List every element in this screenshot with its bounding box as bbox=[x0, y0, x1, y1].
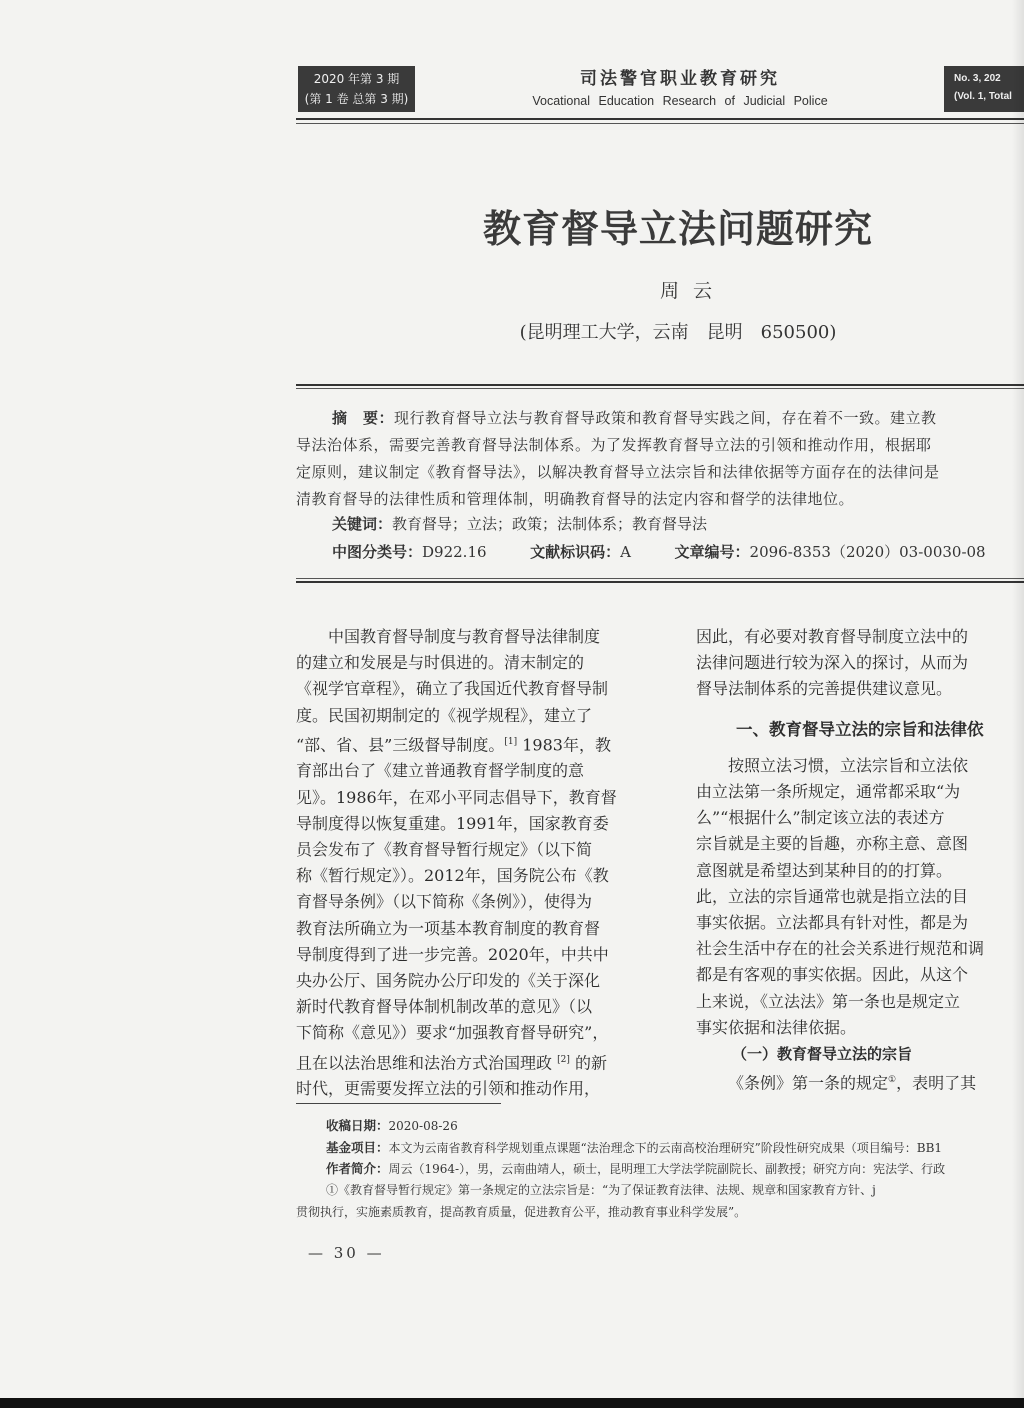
header-rule bbox=[296, 118, 1024, 120]
fund-note bbox=[326, 1138, 1024, 1158]
abstract-line: 定原则，建议制定《教育督导法》，以解决教育督导立法宗旨和法律依据等方面存在的法律问是 bbox=[296, 463, 940, 481]
journal-title-en: Vocational Education Research of Judicial Police bbox=[532, 94, 828, 108]
body-line: 教育法所确立为一项基本教育制度的教育督 bbox=[296, 918, 601, 938]
body-line: 的建立和发展是与时俱进的。清末制定的 bbox=[296, 653, 585, 673]
subsection-heading: （一）教育督导立法的宗旨 bbox=[732, 1045, 913, 1064]
fund-label: 基金项目： bbox=[326, 1140, 389, 1155]
body-line: 此，立法的宗旨通常也就是指立法的目 bbox=[696, 886, 969, 906]
received-date bbox=[326, 1116, 1024, 1136]
author-affiliation: (昆明理工大学，云南 昆明 650500) bbox=[519, 322, 837, 343]
body-line: 事实依据和法律依据。 bbox=[696, 1017, 857, 1037]
doc-code-label: 文献标识码： bbox=[530, 543, 621, 561]
body-line: 见》。1986年，在邓小平同志倡导下，教育督 bbox=[296, 787, 617, 807]
received-value: 2020-08-26 bbox=[388, 1119, 458, 1133]
footnote-marker: ① bbox=[888, 1075, 897, 1086]
bio-label: 作者简介： bbox=[326, 1161, 389, 1176]
footnote-rule bbox=[296, 1103, 501, 1104]
keywords-row bbox=[332, 513, 707, 534]
body-column-right bbox=[696, 624, 1024, 1097]
issue-line-2: (第 1 卷 总第 3 期) bbox=[304, 92, 409, 106]
article-author: 周云 bbox=[659, 280, 726, 302]
header-rule-thin bbox=[296, 123, 1024, 124]
abstract-line: 导法治体系，需要完善教育督导法制体系。为了发挥教育督导立法的引领和推动作用，根据耶 bbox=[296, 436, 932, 454]
author-bio bbox=[326, 1159, 1024, 1179]
body-line: 员会发布了《教育督导暂行规定》（以下简 bbox=[296, 839, 593, 859]
body-line: 因此，有必要对教育督导制度立法中的 bbox=[696, 627, 969, 646]
body-line: 事实依据。立法都具有针对性，都是为 bbox=[696, 913, 969, 933]
section-heading: 一、教育督导立法的宗旨和法律依 bbox=[736, 719, 984, 739]
body-line: 导制度得到了进一步完善。2020年，中共中 bbox=[296, 944, 609, 964]
body-line: 按照立法习惯，立法宗旨和立法依 bbox=[728, 755, 969, 775]
doc-code-value: A bbox=[620, 543, 631, 561]
page-edge-shadow bbox=[1012, 0, 1024, 1408]
abstract-text: 现行教育督导立法与教育督导政策和教育督导实践之间，存在着不一致。建立教 bbox=[394, 409, 937, 427]
keywords-label: 关键词： bbox=[332, 515, 393, 533]
body-line: 由立法第一条所规定，通常都采取“为 bbox=[696, 782, 961, 802]
footnote-1-continued: 贯彻执行，实施素质教育，提高教育质量，促进教育公平，推动教育事业科学发展”。 bbox=[296, 1205, 747, 1219]
body-text: 1983年，教 bbox=[522, 735, 611, 755]
clc-label: 中图分类号： bbox=[332, 543, 423, 561]
body-line: 社会生活中存在的社会关系进行规范和调 bbox=[696, 939, 985, 959]
body-line bbox=[296, 1047, 664, 1077]
body-column-left bbox=[296, 624, 664, 1102]
keywords-text: 教育督导；立法；政策；法制体系；教育督导法 bbox=[392, 515, 708, 533]
reference-marker: [2] bbox=[557, 1054, 570, 1065]
body-line: 时代，更需要发挥立法的引领和推动作用， bbox=[296, 1079, 601, 1099]
body-line: 法律问题进行较为深入的探讨，从而为 bbox=[696, 653, 969, 673]
body-line: 宗旨就是主要的旨趣，亦称主意、意图 bbox=[696, 834, 969, 854]
volume-line-1: No. 3, 202 bbox=[954, 73, 1001, 84]
body-line bbox=[696, 1067, 1024, 1097]
body-line: 中国教育督导制度与教育督导法律制度 bbox=[328, 627, 601, 646]
body-line: 上来说，《立法法》第一条也是规定立 bbox=[696, 991, 961, 1011]
article-title: 教育督导立法问题研究 bbox=[482, 206, 873, 251]
bio-text: 周云（1964-），男，云南曲靖人，硕士，昆明理工大学法学院副院长、副教授；研究方向：宪法学、行政 bbox=[388, 1162, 946, 1176]
classification-row bbox=[332, 541, 986, 562]
page-number: — 30 — bbox=[308, 1244, 385, 1262]
article-no-value: 2096-8353（2020）03-0030-08 bbox=[749, 543, 986, 561]
body-text: 《条例》第一条的规定 bbox=[728, 1073, 889, 1093]
body-line: 育督导条例》（以下简称《条例》），使得为 bbox=[296, 892, 593, 912]
footnote-1: ①《教育督导暂行规定》第一条规定的立法宗旨是：“为了保证教育法律、法规、规章和国家教育方针、j bbox=[326, 1183, 876, 1197]
abstract-rule-bottom-thin bbox=[296, 578, 1024, 579]
abstract-rule-bottom bbox=[296, 581, 1024, 583]
journal-title-cn: 司法警官职业教育研究 bbox=[580, 69, 780, 89]
abstract-label: 摘 要： bbox=[332, 409, 395, 427]
scan-bottom-edge bbox=[0, 1398, 1024, 1408]
article-no-label: 文章编号： bbox=[674, 543, 750, 561]
body-line: 督导法制体系的完善提供建议意见。 bbox=[696, 679, 953, 699]
abstract-rule-top-thin bbox=[296, 388, 1024, 389]
abstract-rule-top bbox=[296, 384, 1024, 386]
issue-badge bbox=[298, 66, 415, 112]
abstract-line: 清教育督导的法律性质和管理体制，明确教育督导的法定内容和督学的法律地位。 bbox=[296, 490, 855, 508]
body-line: 么”“根据什么”制定该立法的表述方 bbox=[696, 808, 945, 828]
body-line: 新时代教育督导体制机制改革的意见》（以 bbox=[296, 997, 593, 1017]
body-text: 且在以法治思维和法治方式治国理政 bbox=[296, 1052, 553, 1072]
body-line: 育部出台了《建立普通教育督学制度的意 bbox=[296, 761, 585, 781]
body-line: 称《暂行规定》）。2012年，国务院公布《教 bbox=[296, 866, 609, 886]
reference-marker: [1] bbox=[504, 736, 518, 747]
clc-value: D922.16 bbox=[422, 543, 487, 561]
body-text: ，表明了其 bbox=[896, 1073, 977, 1093]
body-text: “部、省、县”三级督导制度。 bbox=[296, 735, 505, 755]
abstract-line bbox=[296, 405, 1024, 432]
body-text: 的新 bbox=[574, 1052, 607, 1072]
body-line: 都是有客观的事实依据。因此，从这个 bbox=[696, 965, 969, 985]
body-line: 意图就是希望达到某种目的的打算。 bbox=[696, 860, 953, 880]
body-line: 央办公厅、国务院办公厅印发的《关于深化 bbox=[296, 970, 601, 990]
fund-text: 本文为云南省教育科学规划重点课题“法治理念下的云南高校治理研究”阶段性研究成果（项目编号：BB1 bbox=[388, 1141, 943, 1155]
volume-line-2: (Vol. 1, Total bbox=[954, 91, 1012, 102]
issue-line-1: 2020 年第 3 期 bbox=[313, 72, 400, 86]
body-line: 下简称《意见》）要求“加强教育督导研究”， bbox=[296, 1023, 609, 1043]
body-line: 导制度得以恢复重建。1991年，国家教育委 bbox=[296, 813, 609, 833]
abstract-block bbox=[296, 405, 1024, 513]
body-line: 《视学官章程》，确立了我国近代教育督导制 bbox=[296, 679, 609, 699]
body-line bbox=[296, 729, 664, 759]
body-line: 度。民国初期制定的《视学规程》，建立了 bbox=[296, 705, 593, 725]
received-label: 收稿日期： bbox=[326, 1118, 389, 1133]
